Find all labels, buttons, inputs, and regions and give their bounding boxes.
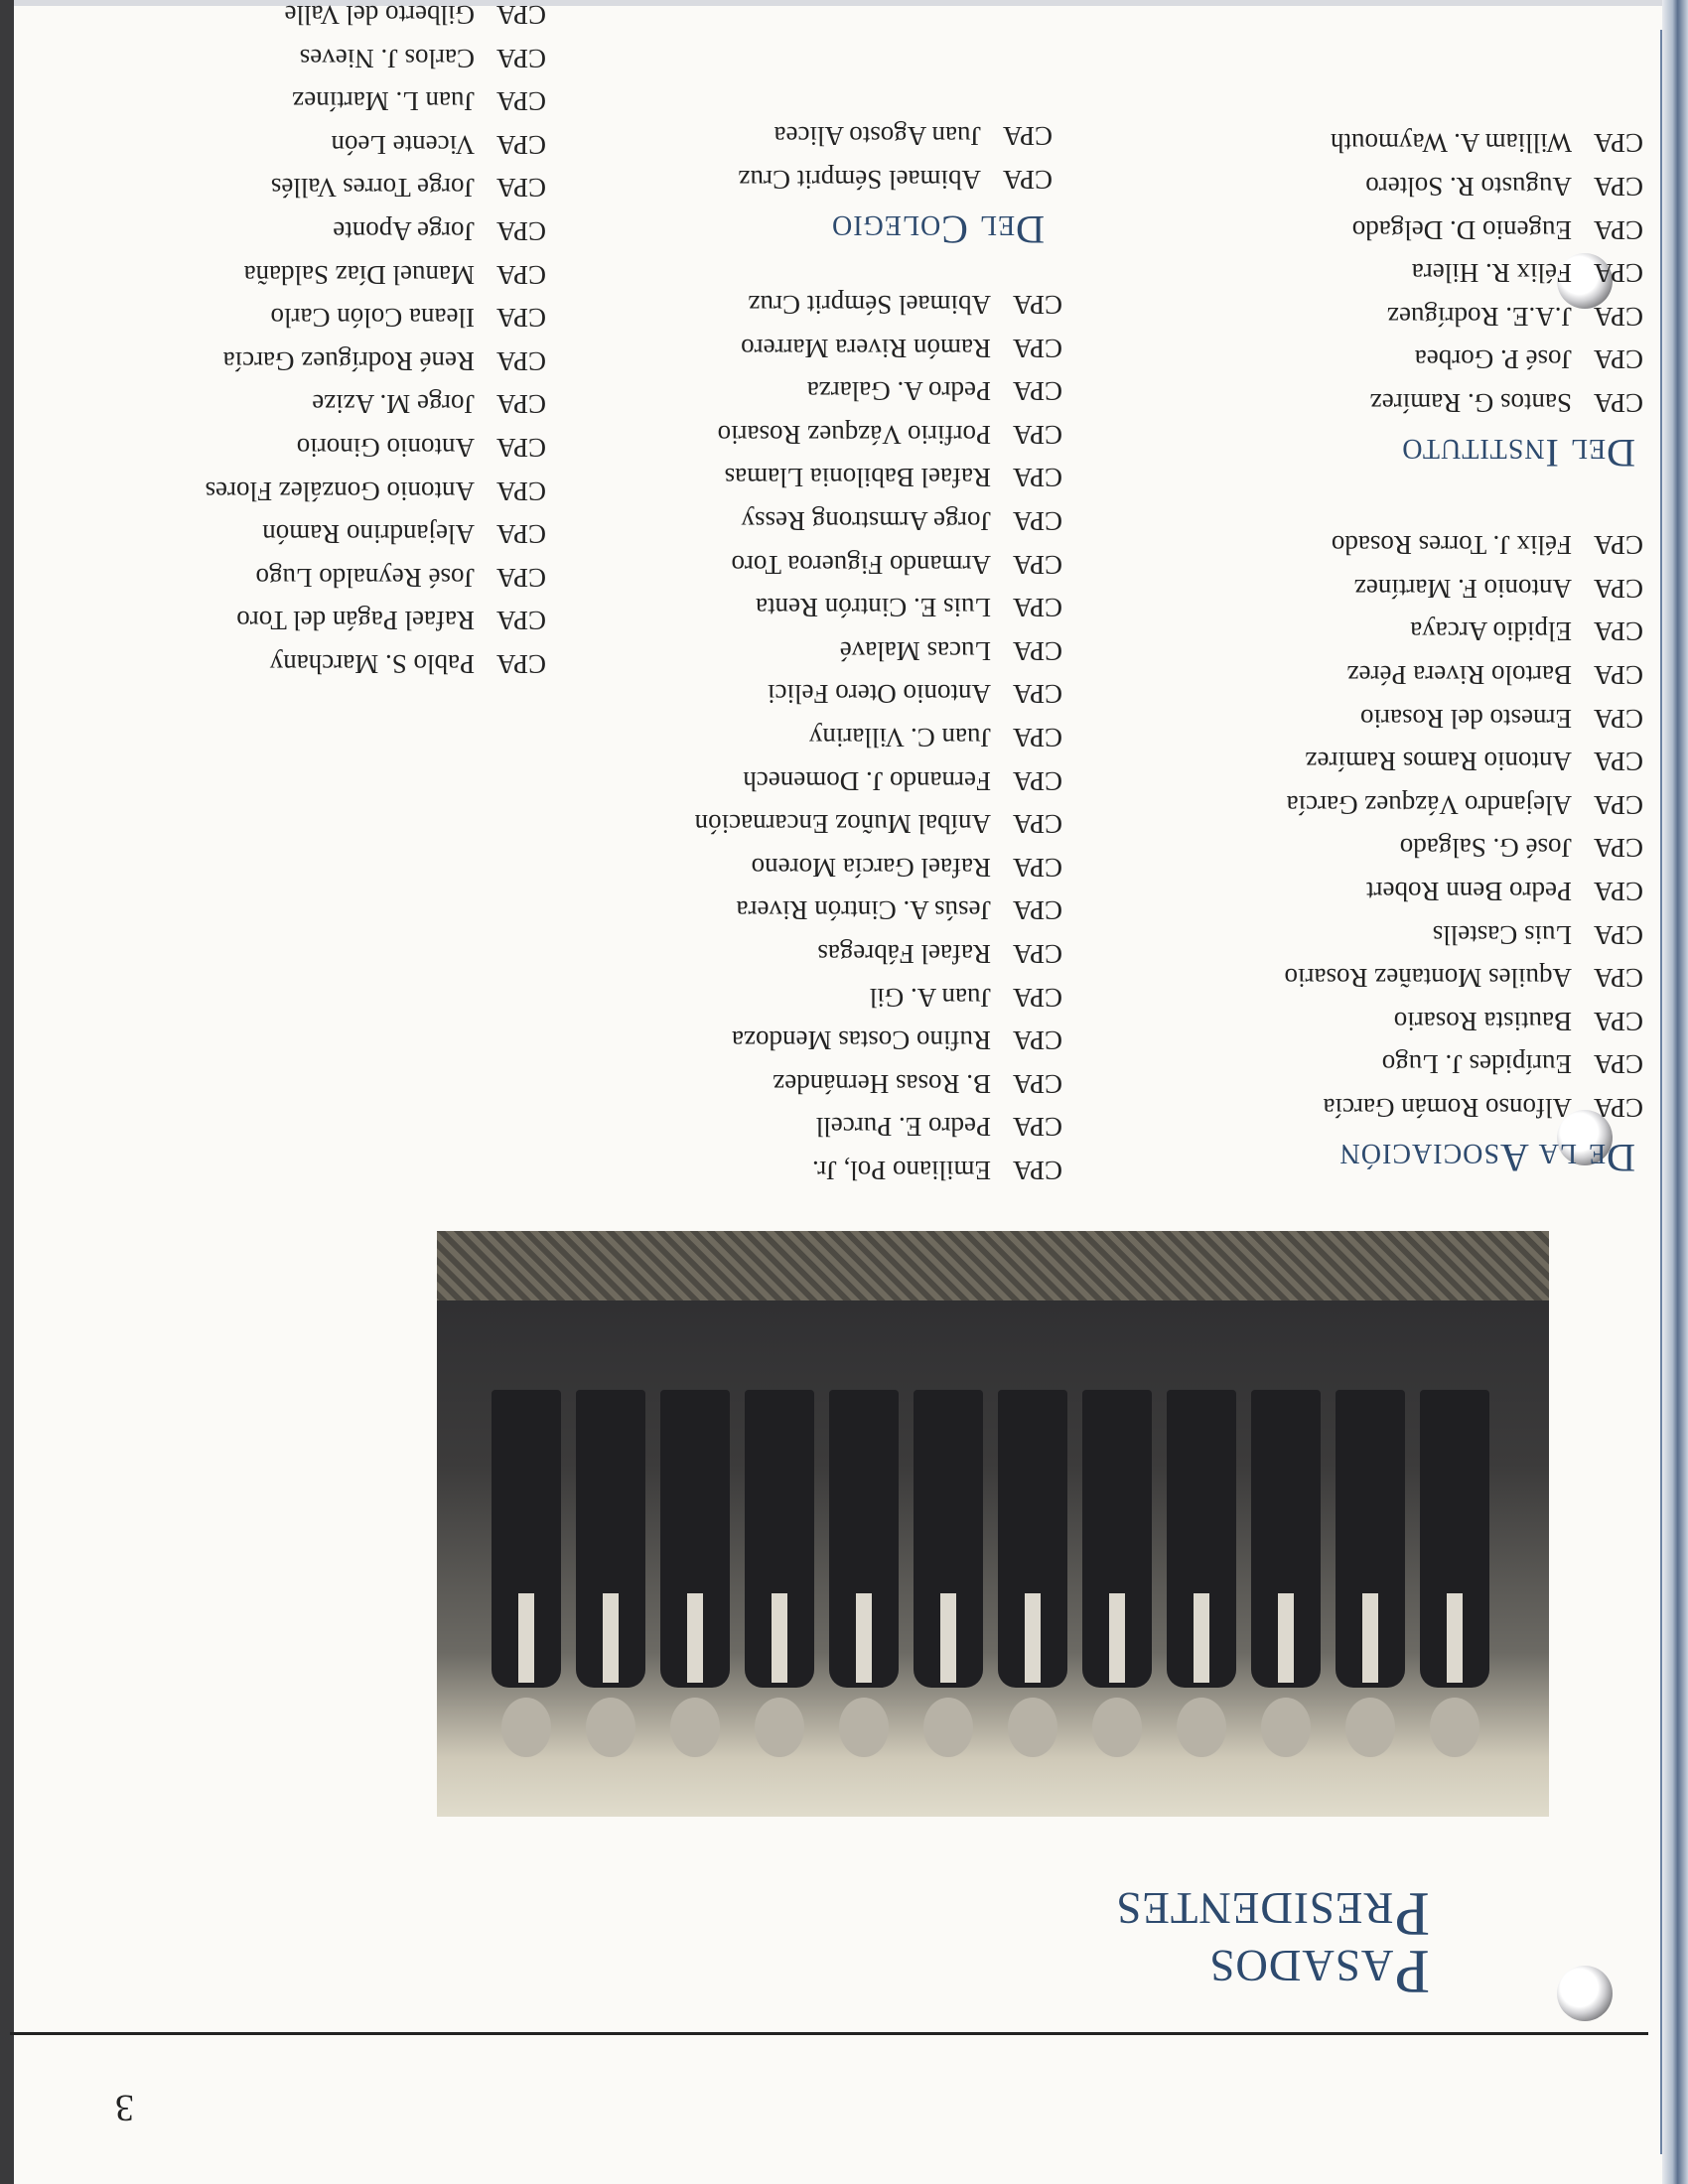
list-item: [695, 975, 1062, 1019]
person-name: Luis E. Cintrón Renta: [756, 593, 991, 623]
cpa-prefix: CPA: [1593, 747, 1643, 777]
title-line-1: Pasados: [1208, 1937, 1430, 2007]
list-item: [206, 512, 546, 556]
list-item: [695, 888, 1062, 932]
cpa-prefix: CPA: [1593, 833, 1643, 864]
person-name: J.A.E. Rodríguez: [1387, 301, 1572, 332]
list-item: [1285, 869, 1643, 912]
person-name: Rafael Babilonia Llamas: [724, 463, 991, 493]
list-item: [695, 326, 1062, 369]
list-item: [695, 456, 1062, 499]
photo-person: [829, 1300, 899, 1777]
section-heading-asociacion: De la Asociación: [1338, 1136, 1635, 1180]
list-item: [695, 1105, 1062, 1149]
person-name: Aníbal Muñoz Encarnación: [694, 809, 991, 840]
cpa-prefix: CPA: [1012, 939, 1062, 970]
photo-person: [1251, 1300, 1321, 1777]
person-name: Ramón Rivera Marrero: [741, 333, 991, 363]
list-item: [695, 542, 1062, 586]
cpa-prefix: CPA: [495, 433, 546, 464]
cpa-prefix: CPA: [1593, 388, 1643, 418]
cpa-prefix: CPA: [1593, 1006, 1643, 1036]
person-name: José Reynaldo Lugo: [255, 562, 475, 593]
cpa-prefix: CPA: [1593, 919, 1643, 950]
cpa-prefix: CPA: [1593, 258, 1643, 289]
photo-person: [1082, 1300, 1152, 1777]
page-number: 3: [115, 2087, 134, 2128]
person-name: Eugenio D. Delgado: [1351, 214, 1572, 245]
list-item: [695, 931, 1062, 975]
person-name: Bartolo Rivera Pérez: [1346, 660, 1572, 691]
person-name: Pedro E. Purcell: [815, 1112, 991, 1143]
person-name: Antonio F. Martínez: [1353, 573, 1572, 604]
person-name: Eurípides J. Lugo: [1381, 1049, 1572, 1080]
person-name: Lucas Malavé: [839, 635, 991, 666]
cpa-prefix: CPA: [495, 649, 546, 679]
cpa-prefix: CPA: [495, 562, 546, 593]
list-item: [206, 296, 546, 340]
photo-person: [576, 1300, 645, 1777]
person-name: Rafael García Moreno: [751, 852, 991, 883]
list-item: [206, 469, 546, 512]
cpa-prefix: CPA: [1012, 635, 1062, 666]
top-rule: [10, 2032, 1648, 2035]
person-name: Rufino Costas Mendoza: [732, 1025, 991, 1056]
cpa-prefix: CPA: [1012, 1112, 1062, 1143]
person-name: Rafael Pagán del Toro: [236, 606, 475, 636]
person-name: Manuel Díaz Saldaña: [243, 259, 475, 290]
cpa-prefix: CPA: [1012, 549, 1062, 580]
cpa-prefix: CPA: [1012, 593, 1062, 623]
section-heading-colegio: Del Colegio: [831, 207, 1045, 252]
person-name: José G. Salgado: [1399, 833, 1572, 864]
section-asociacion-col2: [695, 283, 1062, 1191]
person-name: René Rodríguez García: [222, 345, 475, 376]
list-item: [206, 425, 546, 469]
section-asociacion: [1285, 523, 1643, 1181]
list-item: [695, 845, 1062, 888]
cpa-prefix: CPA: [1012, 679, 1062, 710]
cpa-prefix: CPA: [495, 173, 546, 204]
cpa-prefix: CPA: [1593, 616, 1643, 647]
list-item: [695, 628, 1062, 672]
list-item: [1331, 338, 1643, 381]
cpa-prefix: CPA: [1012, 982, 1062, 1013]
page-title: [1115, 1879, 1430, 2007]
cpa-prefix: CPA: [1593, 660, 1643, 691]
photo-person: [1420, 1300, 1489, 1777]
list-item: [695, 369, 1062, 413]
list-item: [1285, 652, 1643, 696]
cpa-prefix: CPA: [1012, 1156, 1062, 1185]
person-name: Bautista Rosario: [1393, 1006, 1572, 1036]
person-name: William A. Waymouth: [1331, 128, 1572, 159]
person-name: Jorge Aponte: [333, 216, 475, 247]
person-name: Elpidio Arcaya: [1410, 616, 1572, 647]
person-name: Santos G. Ramírez: [1369, 388, 1572, 418]
list-item: [1285, 956, 1643, 1000]
list-item: [206, 166, 546, 209]
list-item: [1285, 740, 1643, 783]
names-list: [1285, 523, 1643, 1129]
list-item: [1285, 610, 1643, 653]
list-item: [206, 122, 546, 166]
person-name: Abimael Sémprit Cruz: [748, 290, 991, 321]
list-item: [1285, 523, 1643, 567]
person-name: Pedro Benn Robert: [1366, 877, 1572, 907]
cpa-prefix: CPA: [495, 519, 546, 550]
person-name: Jorge Torres Vallés: [270, 173, 475, 204]
person-name: Ernesto del Rosario: [1360, 703, 1572, 734]
list-item: [695, 499, 1062, 543]
names-list: [1331, 121, 1643, 424]
list-item: [695, 1061, 1062, 1105]
person-name: Gilberto del Valle: [284, 0, 475, 31]
list-item: [1331, 207, 1643, 251]
list-item: [206, 36, 546, 79]
cpa-prefix: CPA: [495, 216, 546, 247]
person-name: Vicente León: [331, 129, 475, 160]
cpa-prefix: CPA: [1002, 121, 1053, 152]
cpa-prefix: CPA: [1012, 419, 1062, 450]
list-item: [206, 339, 546, 382]
cpa-prefix: CPA: [1593, 1049, 1643, 1080]
person-name: Aquiles Montañez Rosario: [1284, 963, 1572, 994]
list-item: [206, 382, 546, 426]
person-name: Armando Figueroa Toro: [731, 549, 991, 580]
cpa-prefix: CPA: [1593, 703, 1643, 734]
list-item: [1331, 164, 1643, 207]
cpa-prefix: CPA: [1593, 530, 1643, 561]
person-name: B. Rosas Hernández: [773, 1068, 991, 1099]
section-asociacion-col3: [206, 0, 546, 685]
person-name: Antonio Otero Felici: [768, 679, 991, 710]
person-name: Jorge Armstrong Ressy: [741, 506, 991, 537]
person-name: Antonio Ginorio: [296, 433, 475, 464]
list-item: [695, 1019, 1062, 1062]
title-line-2: Presidentes: [1115, 1879, 1430, 1950]
person-name: Fernando J. Domenech: [743, 765, 991, 796]
person-name: Ileana Colón Carlo: [270, 303, 475, 334]
cpa-prefix: CPA: [1012, 895, 1062, 926]
person-name: Alejandro Vázquez García: [1286, 789, 1572, 820]
list-item: [1285, 782, 1643, 826]
list-item: [1285, 999, 1643, 1042]
photo-person: [998, 1300, 1067, 1777]
cpa-prefix: CPA: [1012, 506, 1062, 537]
photo-person: [492, 1300, 561, 1777]
person-name: Félix J. Torres Rosado: [1331, 530, 1572, 561]
photo-person: [914, 1300, 983, 1777]
person-name: Juan L. Martínez: [292, 86, 475, 117]
person-name: Emiliano Pol, Jr.: [811, 1156, 991, 1185]
list-item: [695, 283, 1062, 327]
list-item: [739, 114, 1053, 158]
photo-person: [660, 1300, 730, 1777]
cpa-prefix: CPA: [495, 259, 546, 290]
list-item: [1285, 1042, 1643, 1086]
photo-person: [745, 1300, 814, 1777]
list-item: [206, 555, 546, 599]
list-item: [1331, 121, 1643, 165]
cpa-prefix: CPA: [495, 476, 546, 506]
group-photo: [437, 1231, 1549, 1817]
person-name: José P. Gorbea: [1414, 344, 1572, 375]
list-item: [1331, 294, 1643, 338]
cpa-prefix: CPA: [1012, 1025, 1062, 1056]
list-item: [695, 672, 1062, 716]
names-list: [739, 114, 1053, 201]
list-item: [695, 1148, 1062, 1191]
person-name: Rafael Fábregas: [817, 939, 991, 970]
cpa-prefix: CPA: [1593, 214, 1643, 245]
person-name: Antonio Ramos Ramírez: [1305, 747, 1572, 777]
cpa-prefix: CPA: [1593, 573, 1643, 604]
cpa-prefix: CPA: [1593, 963, 1643, 994]
list-item: [739, 157, 1053, 201]
cpa-prefix: CPA: [1593, 344, 1643, 375]
cpa-prefix: CPA: [1593, 172, 1643, 203]
list-item: [695, 758, 1062, 802]
cpa-prefix: CPA: [1012, 290, 1062, 321]
section-instituto: [1331, 121, 1643, 477]
cpa-prefix: CPA: [1012, 723, 1062, 753]
person-name: Alfonso Román García: [1323, 1093, 1572, 1123]
cpa-prefix: CPA: [1012, 376, 1062, 407]
cpa-prefix: CPA: [1012, 463, 1062, 493]
list-item: [695, 586, 1062, 629]
cpa-prefix: CPA: [1593, 1093, 1643, 1123]
cpa-prefix: CPA: [495, 345, 546, 376]
list-item: [1285, 696, 1643, 740]
person-name: Pedro A. Galarza: [806, 376, 991, 407]
cpa-prefix: CPA: [1593, 877, 1643, 907]
photo-person: [1336, 1300, 1405, 1777]
cpa-prefix: CPA: [495, 129, 546, 160]
list-item: [206, 79, 546, 123]
list-item: [1285, 826, 1643, 870]
cpa-prefix: CPA: [1012, 809, 1062, 840]
person-name: Juan Agosto Alicea: [774, 121, 981, 152]
list-item: [206, 208, 546, 252]
cpa-prefix: CPA: [1593, 789, 1643, 820]
cpa-prefix: CPA: [495, 303, 546, 334]
list-item: [206, 599, 546, 642]
person-name: Luis Castells: [1432, 919, 1572, 950]
person-name: Jorge M. Azize: [312, 389, 475, 420]
list-item: [1285, 566, 1643, 610]
list-item: [1285, 1085, 1643, 1129]
list-item: [1331, 380, 1643, 424]
list-item: [206, 641, 546, 685]
cpa-prefix: CPA: [495, 43, 546, 73]
person-name: Juan C. Villariny: [808, 723, 991, 753]
cpa-prefix: CPA: [495, 86, 546, 117]
person-name: Jesús A. Cintrón Rivera: [736, 895, 991, 926]
cpa-prefix: CPA: [495, 389, 546, 420]
cpa-prefix: CPA: [1593, 128, 1643, 159]
names-list: [695, 283, 1062, 1191]
person-name: Porfirio Vázquez Rosario: [717, 419, 991, 450]
person-name: Antonio González Flores: [205, 476, 475, 506]
section-colegio: [739, 114, 1053, 253]
cpa-prefix: CPA: [1012, 333, 1062, 363]
person-name: Félix R. Hilera: [1411, 258, 1572, 289]
cpa-prefix: CPA: [1593, 301, 1643, 332]
cpa-prefix: CPA: [1012, 765, 1062, 796]
list-item: [695, 412, 1062, 456]
list-item: [1285, 912, 1643, 956]
photo-person: [1167, 1300, 1236, 1777]
cpa-prefix: CPA: [1012, 852, 1062, 883]
cpa-prefix: CPA: [1002, 165, 1053, 195]
list-item: [206, 252, 546, 296]
person-name: Carlos J. Nieves: [299, 43, 475, 73]
list-item: [695, 802, 1062, 846]
person-name: Abimael Sémprit Cruz: [738, 165, 981, 195]
photo-carpet: [437, 1231, 1549, 1300]
cpa-prefix: CPA: [1012, 1068, 1062, 1099]
person-name: Alejandrino Ramón: [262, 519, 475, 550]
section-heading-instituto: Del Instituto: [1401, 431, 1635, 476]
list-item: [695, 715, 1062, 758]
person-name: Juan A. Gil: [869, 982, 991, 1013]
list-item: [206, 0, 546, 36]
cpa-prefix: CPA: [495, 606, 546, 636]
person-name: Augusto R. Soltero: [1365, 172, 1572, 203]
list-item: [1331, 251, 1643, 295]
person-name: Pablo S. Marchany: [269, 649, 475, 679]
names-list: [206, 0, 546, 685]
cpa-prefix: CPA: [495, 0, 546, 31]
